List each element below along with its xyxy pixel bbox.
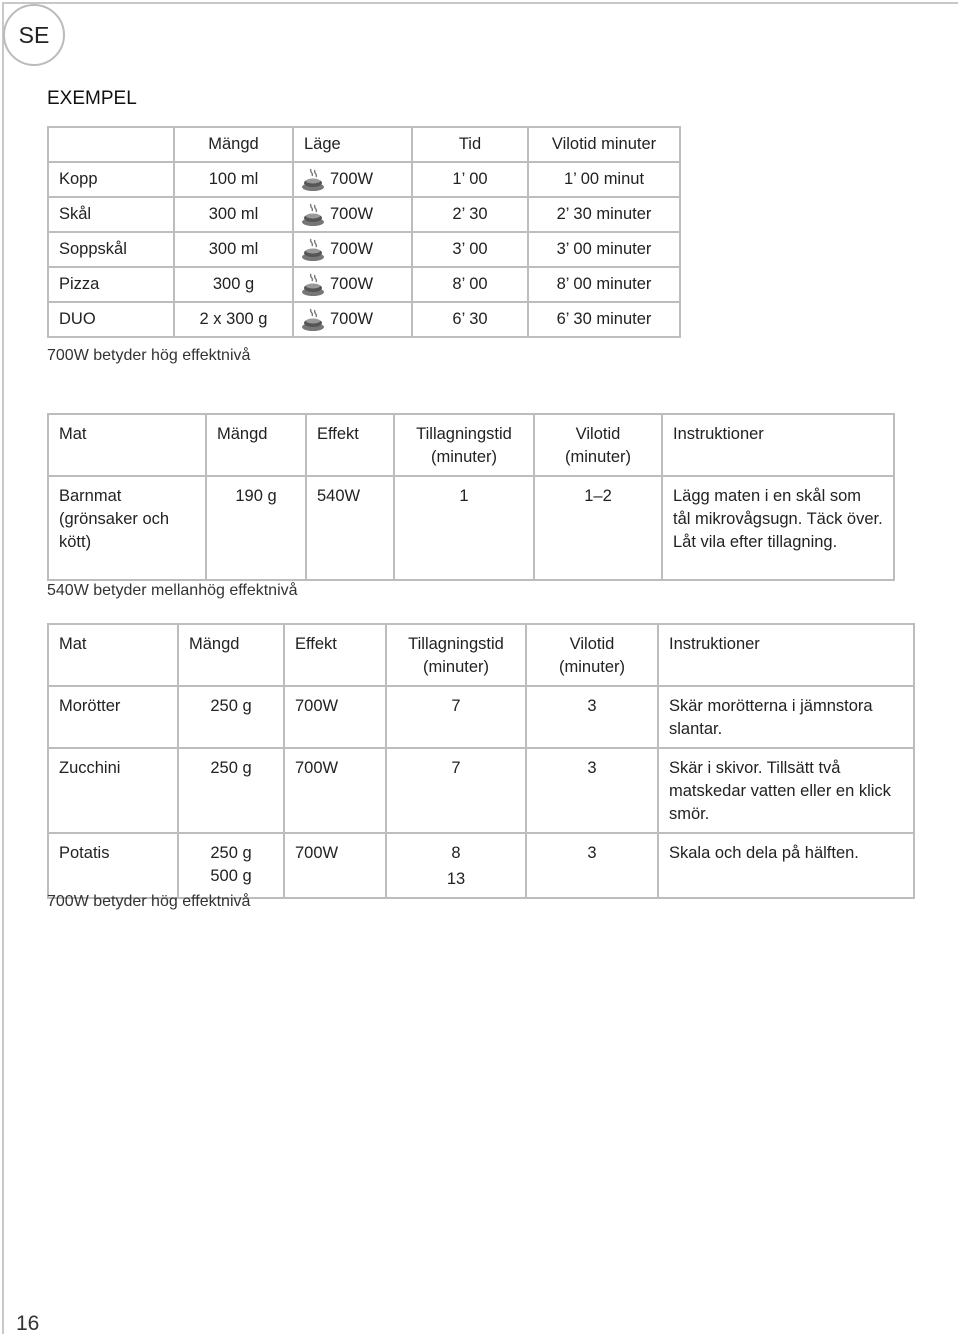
microwave-icon [300,238,326,262]
amount: 2 x 300 g [174,302,293,337]
power: 700W [330,170,374,188]
table-row [48,748,914,833]
mode [293,197,412,232]
table-row [48,267,680,302]
power: 540W [306,476,394,580]
mode [293,232,412,267]
cook-time: 7 [386,748,526,833]
food-name: Barnmat (grönsaker och kött) [48,476,206,580]
header-rest: Vilotid minuter [528,127,680,162]
example-table [47,126,681,338]
rest-time: 3 [526,833,658,898]
time: 6’ 30 [412,302,528,337]
table-row [48,686,914,748]
rest-time: 2’ 30 minuter [528,197,680,232]
amount: 300 ml [174,197,293,232]
rest-time: 3’ 00 minuter [528,232,680,267]
amount: 250 g [178,748,284,833]
power: 700W [330,240,374,258]
power-note: 540W betyder mellanhög effektnivå [47,582,306,600]
rest-time: 6’ 30 minuter [528,302,680,337]
food-name: DUO [48,302,174,337]
power: 700W [284,686,386,748]
power: 700W [284,748,386,833]
table-header-row [48,127,680,162]
microwave-icon [300,203,326,227]
cook-time-line: 13 [446,870,466,888]
amount: 250 g [178,686,284,748]
mode [293,302,412,337]
table-row [48,833,914,898]
mode [293,162,412,197]
table-row [48,162,680,197]
table-row [48,476,894,580]
cook-time: 1 [394,476,534,580]
rest-time: 8’ 00 minuter [528,267,680,302]
header-amount: Mängd [174,127,293,162]
table-header-row [48,624,914,686]
microwave-icon [300,308,326,332]
cook-time-line: 8 [451,844,461,862]
food-name: Zucchini [48,748,178,833]
table-row [48,302,680,337]
header-cook-time: Tillagningstid (minuter) [394,414,534,476]
power: 700W [284,833,386,898]
power: 700W [330,275,374,293]
power-note: 700W betyder hög effektnivå [47,347,251,364]
table-row [48,197,680,232]
header-power: Effekt [306,414,394,476]
time: 3’ 00 [412,232,528,267]
time: 1’ 00 [412,162,528,197]
amount: 300 ml [174,232,293,267]
time: 8’ 00 [412,267,528,302]
food-name: Potatis [48,833,178,898]
instructions: Lägg maten i en skål som tål mikrovågsugn. Täck över. Låt vila efter tillagning. [662,476,894,580]
instructions: Skala och dela på hälften. [658,833,914,898]
page-title: EXEMPEL [47,88,137,109]
mode [293,267,412,302]
cook-time: 7 [386,686,526,748]
amount-line: 250 g [210,844,252,862]
header-amount: Mängd [178,624,284,686]
rest-time: 1–2 [534,476,662,580]
power: 700W [330,205,374,223]
header-food: Mat [48,414,206,476]
page-number: 16 [16,1312,40,1335]
rest-time: 1’ 00 minut [528,162,680,197]
amount: 190 g [206,476,306,580]
amount-line: 500 g [210,867,252,885]
food-name: Soppskål [48,232,174,267]
amount: 300 g [174,267,293,302]
power-note: 700W betyder hög effektnivå [47,893,251,910]
amount: 100 ml [174,162,293,197]
header-rest-time: Vilotid (minuter) [526,624,658,686]
microwave-icon [300,273,326,297]
table-row [48,232,680,267]
food-name: Pizza [48,267,174,302]
header-instructions: Instruktioner [658,624,914,686]
header-rest-time: Vilotid (minuter) [534,414,662,476]
instructions: Skär i skivor. Tillsätt två matskedar vatten eller en klick smör. [658,748,914,833]
table-header-row [48,414,894,476]
instructions: Skär morötterna i jämnstora slantar. [658,686,914,748]
header-time: Tid [412,127,528,162]
cook-time [386,833,526,898]
header-food: Mat [48,624,178,686]
power: 700W [330,310,374,328]
baby-food-table [47,413,895,581]
header-instructions: Instruktioner [662,414,894,476]
food-name: Skål [48,197,174,232]
header-power: Effekt [284,624,386,686]
food-name: Kopp [48,162,174,197]
vegetables-table [47,623,915,899]
rest-time: 3 [526,748,658,833]
header-empty [48,127,174,162]
language-badge: SE [3,4,65,66]
header-mode: Läge [293,127,412,162]
rest-time: 3 [526,686,658,748]
header-amount: Mängd [206,414,306,476]
time: 2’ 30 [412,197,528,232]
header-cook-time: Tillagningstid (minuter) [386,624,526,686]
microwave-icon [300,168,326,192]
food-name: Morötter [48,686,178,748]
amount [178,833,284,898]
